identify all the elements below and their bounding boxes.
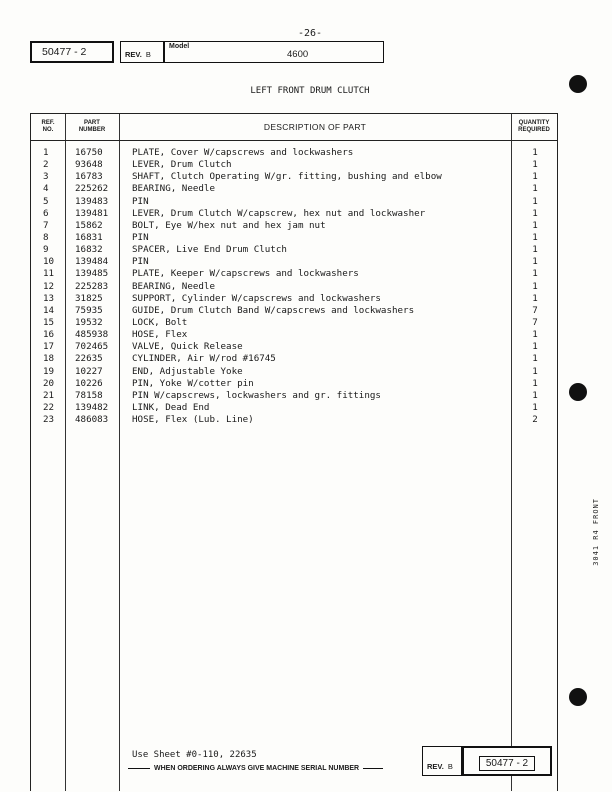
row-description: SUPPORT, Cylinder W/capscrews and lockwashers [132,292,381,304]
page-number: -26- [298,28,323,39]
table-row [31,390,557,402]
row-quantity: 2 [532,414,538,426]
row-ref-number: 14 [43,304,55,316]
binder-hole-icon [569,688,587,706]
row-part-number: 225262 [75,183,109,195]
row-description: GUIDE, Drum Clutch Band W/capscrews and lockwashers [132,304,415,316]
row-description: PLATE, Keeper W/capscrews and lockwashers [132,268,359,280]
footer-doc-box [462,746,552,776]
row-ref-number: 2 [43,159,49,171]
row-part-number: 10227 [75,365,103,377]
row-quantity: 1 [532,353,538,365]
binder-hole-icon [569,75,587,93]
row-description: CYLINDER, Air W/rod #16745 [132,353,276,365]
row-quantity: 7 [532,316,538,328]
row-part-number: 139484 [75,256,109,268]
row-ref-number: 22 [43,401,55,413]
row-description: BEARING, Needle [132,183,215,195]
table-row [31,341,557,353]
row-quantity: 1 [532,183,538,195]
row-quantity: 1 [532,292,538,304]
table-row [31,147,557,159]
row-part-number: 93648 [75,159,103,171]
table-row [31,208,557,220]
row-part-number: 16832 [75,244,103,256]
table-row [31,293,557,305]
row-quantity: 1 [532,159,538,171]
row-description: PIN, Yoke W/cotter pin [132,377,254,389]
table-row [31,317,557,329]
header-doc-number: 50477 - 2 [30,41,114,63]
row-part-number: 485938 [75,329,109,341]
table-row [31,378,557,390]
row-quantity: 7 [532,304,538,316]
footer-rev-label: REV. [427,762,444,771]
row-part-number: 702465 [75,341,109,353]
row-ref-number: 7 [43,219,49,231]
row-description: SHAFT, Clutch Operating W/gr. fitting, bushing and elbow [132,171,442,183]
row-ref-number: 16 [43,329,55,341]
row-description: BOLT, Eye W/hex nut and hex jam nut [132,219,326,231]
table-row [31,232,557,244]
row-quantity: 1 [532,365,538,377]
row-ref-number: 9 [43,244,49,256]
row-description: END, Adjustable Yoke [132,365,243,377]
row-quantity: 1 [532,244,538,256]
header-model-label: Model [169,43,190,50]
row-description: PIN [132,195,149,207]
table-row [31,305,557,317]
row-ref-number: 8 [43,231,49,243]
row-ref-number: 4 [43,183,49,195]
order-notice [128,765,383,772]
row-description: PLATE, Cover W/capscrews and lockwashers [132,147,354,158]
parts-list [31,147,557,426]
row-ref-number: 15 [43,316,55,328]
row-description: PIN [132,256,149,268]
row-part-number: 225283 [75,280,109,292]
column-header-part-number: PART NUMBER [78,120,106,133]
table-row [31,159,557,171]
table-row [31,256,557,268]
row-description: HOSE, Flex [132,329,188,341]
column-header-quantity: QUANTITY REQUIRED [518,120,550,133]
binder-hole-icon [569,383,587,401]
column-header-description: DESCRIPTION OF PART [263,121,367,132]
row-description: VALVE, Quick Release [132,341,243,353]
row-ref-number: 10 [43,256,55,268]
row-quantity: 1 [532,219,538,231]
table-row [31,329,557,341]
row-quantity: 1 [532,377,538,389]
row-ref-number: 19 [43,365,55,377]
footer-revision-box [422,746,462,776]
row-quantity: 1 [532,195,538,207]
row-part-number: 10226 [75,377,103,389]
row-description: LINK, Dead End [132,401,210,413]
table-row [31,268,557,280]
row-part-number: 486083 [75,414,109,426]
row-part-number: 139485 [75,268,109,280]
row-ref-number: 21 [43,389,55,401]
row-ref-number: 20 [43,377,55,389]
usage-note: Use Sheet #0-110, 22635 [132,750,257,760]
row-quantity: 1 [532,389,538,401]
row-part-number: 16831 [75,231,103,243]
header-rev-label: REV. [125,50,142,59]
parts-table [30,113,558,791]
row-ref-number: 12 [43,280,55,292]
row-ref-number: 23 [43,414,55,426]
page-title: LEFT FRONT DRUM CLUTCH [250,86,370,96]
row-description: PIN W/capscrews, lockwashers and gr. fittings [132,389,381,401]
row-description: PIN [132,231,149,243]
rule-line [363,768,383,769]
row-part-number: 139481 [75,207,109,219]
row-ref-number: 6 [43,207,49,219]
table-row [31,196,557,208]
row-description: SPACER, Live End Drum Clutch [132,244,287,256]
table-row [31,353,557,365]
row-quantity: 1 [532,341,538,353]
footer-rev-value: B [447,762,453,771]
row-ref-number: 5 [43,195,49,207]
row-description: LOCK, Bolt [132,316,188,328]
row-quantity: 1 [532,256,538,268]
row-description: LEVER, Drum Clutch [132,159,232,171]
table-row [31,220,557,232]
row-ref-number: 13 [43,292,55,304]
row-ref-number: 18 [43,353,55,365]
table-row [31,281,557,293]
row-ref-number: 1 [43,147,49,158]
row-quantity: 1 [532,280,538,292]
row-ref-number: 17 [43,341,55,353]
row-quantity: 1 [532,329,538,341]
row-part-number: 31825 [75,292,103,304]
table-row [31,244,557,256]
header-rev-value: B [145,50,151,59]
table-row [31,366,557,378]
row-quantity: 1 [532,147,538,158]
row-ref-number: 3 [43,171,49,183]
table-row [31,414,557,426]
row-quantity: 1 [532,231,538,243]
table-row [31,183,557,195]
order-notice-text: WHEN ORDERING ALWAYS GIVE MACHINE SERIAL NUMBER [154,765,360,772]
rule-line [128,768,150,769]
table-row [31,402,557,414]
row-part-number: 78158 [75,389,103,401]
row-part-number: 16783 [75,171,103,183]
row-description: BEARING, Needle [132,280,215,292]
header-revision-box [120,41,164,63]
header-model-box [164,41,384,63]
row-part-number: 22635 [75,353,103,365]
column-header-ref: REF. NO. [41,120,55,133]
row-description: LEVER, Drum Clutch W/capscrew, hex nut and lockwasher [132,207,426,219]
side-stamp: 3041 R4 FRONT [592,498,600,566]
row-part-number: 75935 [75,304,103,316]
row-part-number: 15862 [75,219,103,231]
row-part-number: 19532 [75,316,103,328]
row-quantity: 1 [532,207,538,219]
row-part-number: 16750 [75,147,103,158]
row-quantity: 1 [532,401,538,413]
row-part-number: 139482 [75,401,109,413]
header-model-value: 4600 [287,49,309,60]
table-row [31,171,557,183]
row-quantity: 1 [532,171,538,183]
header-separator [31,140,557,141]
row-ref-number: 11 [43,268,55,280]
row-quantity: 1 [532,268,538,280]
footer-doc-number: 50477 - 2 [479,756,535,771]
row-part-number: 139483 [75,195,109,207]
row-description: HOSE, Flex (Lub. Line) [132,414,254,426]
